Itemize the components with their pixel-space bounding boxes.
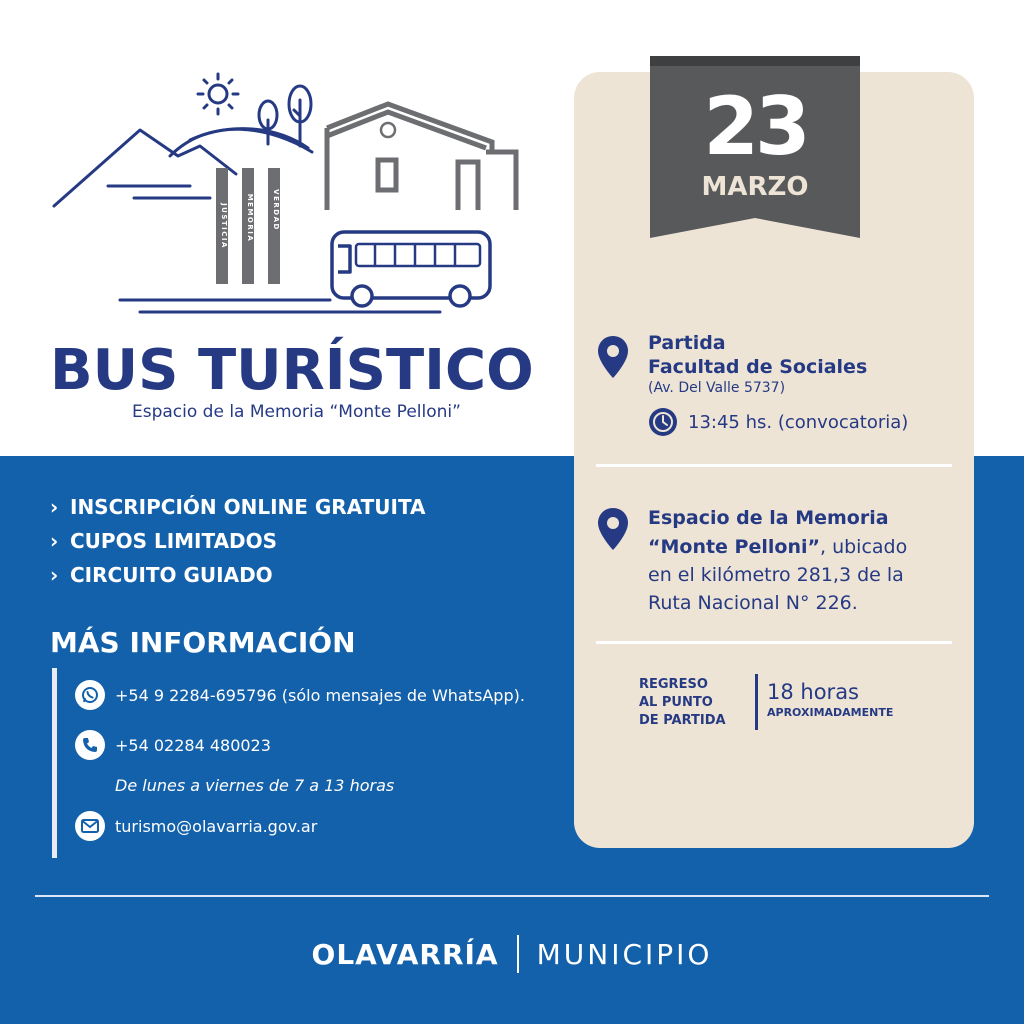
event-subtitle: Espacio de la Memoria “Monte Pelloni” [132, 402, 461, 422]
destination-name: Espacio de la Memoria [648, 507, 889, 529]
chevron-right-icon: › [50, 529, 59, 553]
landscape-illustration [40, 60, 540, 330]
list-item [50, 524, 426, 558]
chevron-right-icon: › [50, 495, 59, 519]
monument-word-verdad: VERDAD [272, 189, 280, 231]
feature-guided: CIRCUITO GUIADO [70, 563, 273, 587]
departure-place: Facultad de Sociales [648, 356, 868, 378]
date-month: MARZO [701, 172, 809, 202]
event-title: BUS TURÍSTICO [50, 338, 534, 403]
location-pin-icon [596, 334, 630, 380]
return-separator [755, 674, 758, 730]
clock-icon [648, 407, 678, 437]
monument-labels [216, 168, 288, 284]
email-address: turismo@olavarria.gov.ar [115, 816, 318, 836]
date-day: 23 [703, 80, 807, 173]
departure-label: Partida [648, 332, 726, 354]
destination-line2 [648, 536, 907, 558]
monument-word-justicia: JUSTICIA [220, 203, 228, 249]
location-pin-icon [596, 506, 630, 552]
monument-word-memoria: MEMORIA [246, 193, 254, 243]
list-item [50, 490, 426, 524]
whatsapp-icon [75, 680, 105, 710]
return-qualifier: APROXIMADAMENTE [767, 706, 894, 719]
return-label [639, 676, 726, 730]
more-info-title: MÁS INFORMACIÓN [50, 626, 356, 659]
chevron-right-icon: › [50, 563, 59, 587]
phone-contact[interactable] [75, 730, 271, 760]
office-hours: De lunes a viernes de 7 a 13 horas [115, 776, 395, 795]
footer-brand [0, 935, 1024, 973]
card-divider [596, 464, 952, 467]
municipality-name: OLAVARRÍA [311, 937, 499, 971]
card-divider [596, 641, 952, 644]
whatsapp-contact[interactable] [75, 680, 525, 710]
return-label-line: AL PUNTO [639, 695, 713, 710]
phone-icon [75, 730, 105, 760]
destination-located: , ubicado [819, 536, 908, 558]
email-contact[interactable] [75, 811, 317, 841]
municipality-unit: MUNICIPIO [536, 937, 713, 971]
return-time: 18 horas [767, 680, 859, 704]
phone-number: +54 02284 480023 [115, 735, 271, 755]
departure-address: (Av. Del Valle 5737) [648, 380, 786, 396]
destination-km: en el kilómetro 281,3 de la [648, 564, 904, 586]
feature-registration: INSCRIPCIÓN ONLINE GRATUITA [70, 495, 426, 519]
footer-divider [35, 895, 989, 897]
feature-list [50, 490, 426, 592]
return-label-line: DE PARTIDA [639, 713, 726, 728]
feature-limited: CUPOS LIMITADOS [70, 529, 278, 553]
destination-route: Ruta Nacional N° 226. [648, 592, 858, 614]
brand-separator [517, 935, 519, 973]
info-accent-bar [52, 668, 57, 858]
return-label-line: REGRESO [639, 677, 708, 692]
destination-site: “Monte Pelloni” [648, 536, 820, 558]
list-item [50, 558, 426, 592]
departure-time: 13:45 hs. (convocatoria) [688, 412, 909, 433]
mail-icon [75, 811, 105, 841]
whatsapp-number: +54 9 2284-695796 (sólo mensajes de WhatsApp). [115, 685, 525, 705]
